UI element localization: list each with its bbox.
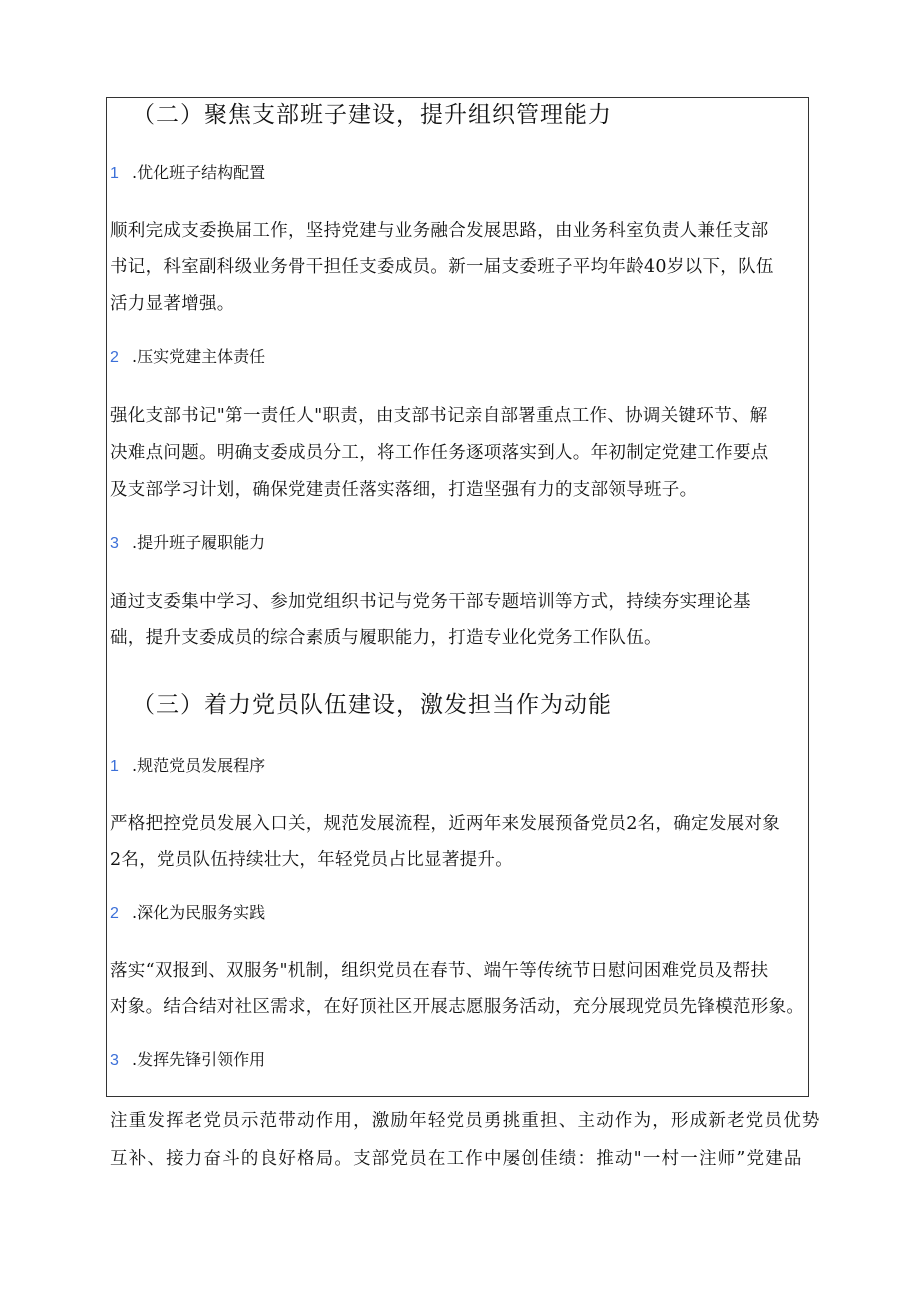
paragraph-line: 及支部学习计划，确保党建责任落实落细，打造坚强有力的支部领导班子。 — [110, 480, 698, 500]
paragraph-line: 强化支部书记"第一责任人"职责，由支部书记亲自部署重点工作、协调关键环节、解 — [110, 406, 768, 426]
section-heading-3: （三）着力党员队伍建设，激发担当作为动能 — [132, 692, 612, 718]
paragraph-line: 顺利完成支委换届工作，坚持党建与业务融合发展思路，由业务科室负责人兼任支部 — [110, 221, 769, 241]
subheading-3-3 — [110, 1052, 265, 1069]
subheading-2-2 — [110, 349, 265, 366]
paragraph-line: 决难点问题。明确支委成员分工，将工作任务逐项落实到人。年初制定党建工作要点 — [110, 443, 769, 463]
item-number: 1 — [110, 165, 119, 182]
subheading-2-3 — [110, 535, 265, 552]
item-number: 1 — [110, 758, 119, 775]
paragraph-line: 落实“双报到、双服务"机制，组织党员在春节、端午等传统节日慰问困难党员及帮扶 — [110, 961, 769, 981]
item-title: .压实党建主体责任 — [132, 347, 266, 366]
paragraph-line: 2名，党员队伍持续壮大，年轻党员占比显著提升。 — [110, 850, 514, 870]
paragraph-line: 础，提升支委成员的综合素质与履职能力，打造专业化党务工作队伍。 — [110, 628, 662, 648]
section-heading-2: （二）聚焦支部班子建设，提升组织管理能力 — [132, 102, 612, 128]
item-title: .深化为民服务实践 — [132, 903, 266, 922]
item-number: 3 — [110, 535, 119, 552]
item-title: .规范党员发展程序 — [132, 756, 266, 775]
paragraph-line: 注重发挥老党员示范带动作用，激励年轻党员勇挑重担、主动作为，形成新老党员优势 — [110, 1111, 821, 1131]
item-number: 2 — [110, 905, 119, 922]
item-title: .发挥先锋引领作用 — [132, 1050, 266, 1069]
item-number: 2 — [110, 349, 119, 366]
item-title: .提升班子履职能力 — [132, 533, 266, 552]
paragraph-line: 书记，科室副科级业务骨干担任支委成员。新一届支委班子平均年龄40岁以下，队伍 — [110, 257, 774, 277]
subheading-3-1 — [110, 758, 265, 775]
paragraph-line: 互补、接力奋斗的良好格局。支部党员在工作中屡创佳绩：推动"一村一注师”党建品 — [110, 1149, 803, 1169]
paragraph-line: 活力显著增强。 — [110, 294, 235, 314]
item-title: .优化班子结构配置 — [132, 163, 266, 182]
subheading-2-1 — [110, 165, 265, 182]
subheading-3-2 — [110, 905, 265, 922]
paragraph-line: 通过支委集中学习、参加党组织书记与党务干部专题培训等方式，持续夯实理论基 — [110, 592, 751, 612]
paragraph-line: 严格把控党员发展入口关，规范发展流程，近两年来发展预备党员2名，确定发展对象 — [110, 814, 781, 834]
item-number: 3 — [110, 1052, 119, 1069]
paragraph-line: 对象。结合结对社区需求，在好顶社区开展志愿服务活动，充分展现党员先锋模范形象。 — [110, 997, 805, 1017]
